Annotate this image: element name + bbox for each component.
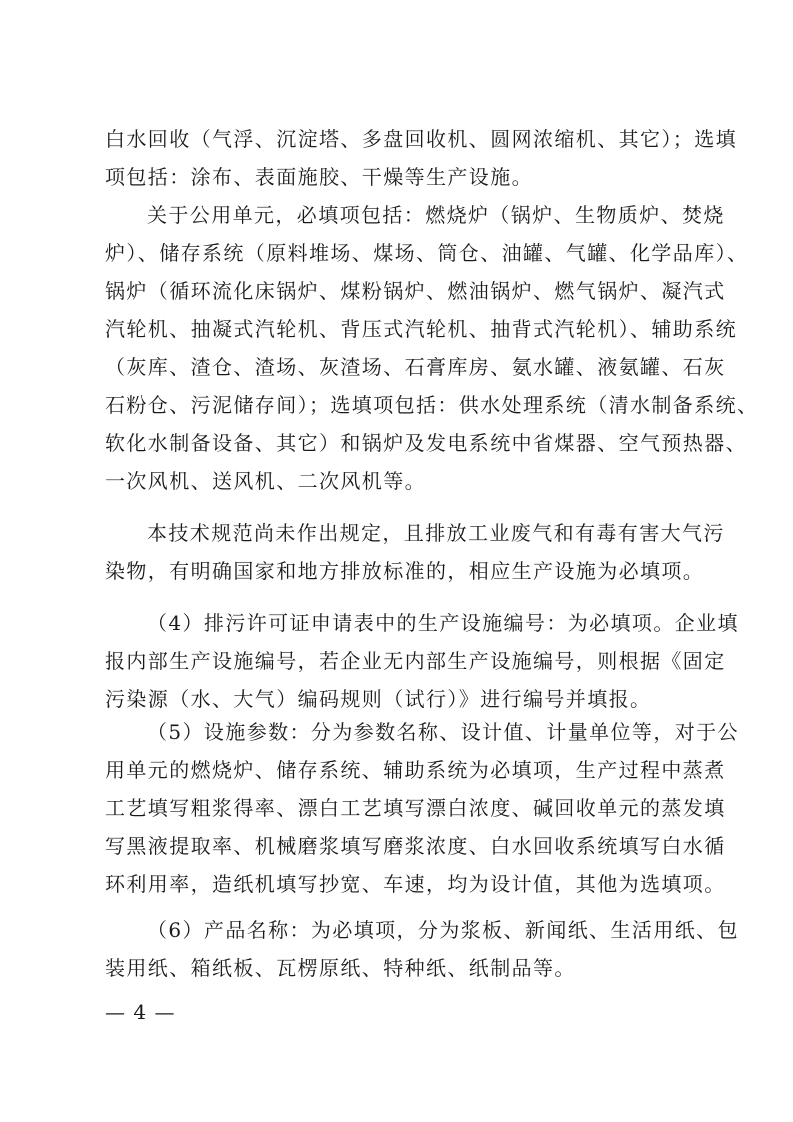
- text-line: 关于公用单元，必填项包括：燃烧炉（锅炉、生物质炉、焚烧: [147, 203, 725, 227]
- text-line: 锅炉（循环流化床锅炉、煤粉锅炉、燃油锅炉、燃气锅炉、凝汽式: [105, 279, 726, 303]
- text-line: 白水回收（气浮、沉淀塔、多盘回收机、圆网浓缩机、其它）；选填: [105, 127, 737, 151]
- page-number: — 4 —: [105, 1000, 176, 1024]
- text-line: 工艺填写粗浆得率、漂白工艺填写漂白浓度、碱回收单元的蒸发填: [105, 796, 726, 820]
- text-line: 环利用率，造纸机填写抄宽、车速，均为设计值，其他为选填项。: [105, 872, 726, 896]
- text-line: 报内部生产设施编号，若企业无内部生产设施编号，则根据《固定: [105, 649, 726, 673]
- text-line: 污染源（水、大气）编码规则（试行）》进行编号并填报。: [105, 687, 652, 711]
- text-line: 项包括：涂布、表面施胶、干燥等生产设施。: [105, 165, 533, 189]
- text-line: （4）排污许可证申请表中的生产设施编号：为必填项。企业填: [147, 611, 739, 635]
- text-line: （5）设施参数：分为参数名称、设计值、计量单位等，对于公: [147, 720, 739, 744]
- text-line: 写黑液提取率、机械磨浆填写磨浆浓度、白水回收系统填写白水循: [105, 834, 726, 858]
- text-line: 汽轮机、抽凝式汽轮机、背压式汽轮机、抽背式汽轮机）、辅助系统: [105, 317, 737, 341]
- text-line: 炉）、储存系统（原料堆场、煤场、筒仓、油罐、气罐、化学品库）、: [105, 241, 749, 265]
- text-line: 本技术规范尚未作出规定，且排放工业废气和有毒有害大气污: [147, 521, 725, 545]
- text-line: 染物，有明确国家和地方排放标准的，相应生产设施为必填项。: [105, 559, 705, 583]
- text-line: 软化水制备设备、其它）和锅炉及发电系统中省煤器、空气预热器、: [105, 431, 747, 455]
- text-line: 石粉仓、污泥储存间）；选填项包括：供水处理系统（清水制备系统、: [105, 393, 759, 417]
- text-line: 一次风机、送风机、二次风机等。: [105, 469, 426, 493]
- text-line: 装用纸、箱纸板、瓦楞原纸、特种纸、纸制品等。: [105, 956, 576, 980]
- text-line: 用单元的燃烧炉、储存系统、辅助系统为必填项，生产过程中蒸煮: [105, 758, 726, 782]
- text-line: （6）产品名称：为必填项，分为浆板、新闻纸、生活用纸、包: [147, 918, 739, 942]
- text-line: （灰库、渣仓、渣场、灰渣场、石膏库房、氨水罐、液氨罐、石灰: [105, 355, 726, 379]
